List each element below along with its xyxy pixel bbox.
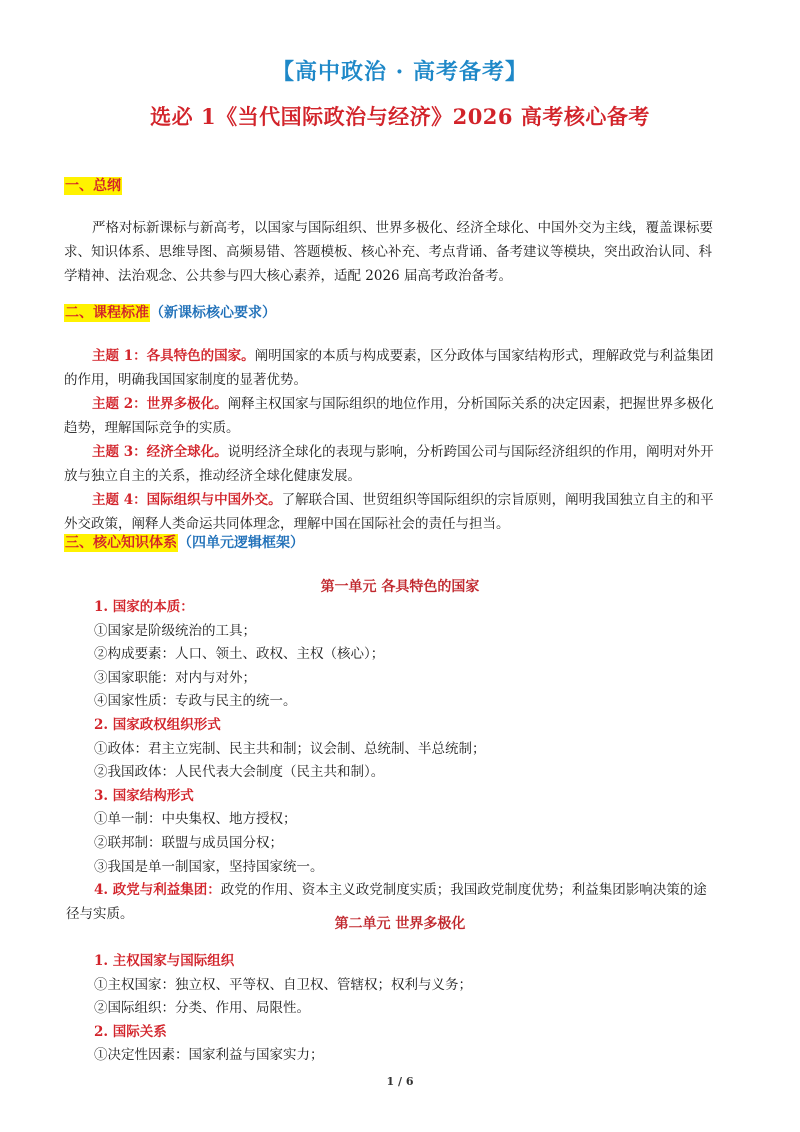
- unit-list-item: ④国家性质：专政与民主的统一。: [94, 693, 297, 710]
- section-heading-general: [64, 175, 122, 195]
- body-line: 学精神、法治观念、公共参与四大核心素养，适配 2026 届高考政治备考。: [64, 268, 512, 284]
- body-line: 严格对标新课标与新高考，以国家与国际组织、世界多极化、经济全球化、中国外交为主线，覆盖课标要: [92, 220, 713, 236]
- unit-item-heading: 2. 国际关系: [94, 1023, 167, 1040]
- unit-list-item: ②联邦制：联盟与成员国分权；: [94, 834, 283, 851]
- unit-list-item: ②国际组织：分类、作用、局限性。: [94, 1000, 310, 1017]
- page-header-title: 【高中政治 · 高考备考】: [272, 59, 528, 85]
- unit-list-item: ①决定性因素：国家利益与国家实力；: [94, 1047, 324, 1064]
- unit-title: 第二单元 世界多极化: [334, 916, 466, 932]
- theme-label: 主题 4：国际组织与中国外交。: [92, 492, 282, 508]
- theme-line: 趋势，理解国际竞争的实质。: [64, 420, 240, 436]
- theme-line: 放与独立自主的关系，推动经济全球化健康发展。: [64, 468, 361, 484]
- unit-list-item: ③我国是单一制国家，坚持国家统一。: [94, 858, 324, 875]
- document-title: 选必 1《当代国际政治与经济》2026 高考核心备考: [150, 104, 650, 129]
- unit-list-item: [94, 879, 744, 903]
- unit-list-item: ①国家是阶级统治的工具；: [94, 622, 256, 639]
- theme-text: 阐明国家的本质与构成要素，区分政体与国家结构形式，理解政党与利益集团: [254, 348, 714, 364]
- theme-line: [64, 344, 740, 368]
- unit-item-heading: 4. 政党与利益集团：: [94, 882, 221, 899]
- section-heading-standards: [64, 302, 276, 322]
- theme-label: 主题 3：经济全球化。: [92, 444, 228, 460]
- section-heading-label: 一、总纲: [65, 178, 121, 194]
- unit-item-heading: 2. 国家政权组织形式: [94, 716, 221, 733]
- unit-title: 第一单元 各具特色的国家: [320, 579, 480, 595]
- unit1-content: [66, 596, 744, 926]
- unit-item-text: 政党的作用、资本主义政党制度实质；我国政党制度优势；利益集团影响决策的途: [220, 882, 707, 899]
- theme-line: 外交政策，阐释人类命运共同体理念，理解中国在国际社会的责任与担当。: [64, 516, 510, 532]
- theme-line: [64, 440, 740, 464]
- section-heading-label: 三、核心知识体系: [65, 535, 177, 551]
- section-standards-body: [64, 344, 740, 536]
- section-heading-note: （新课标核心要求）: [150, 305, 276, 321]
- theme-text: 说明经济全球化的表现与影响，分析跨国公司与国际经济组织的作用，阐明对外开: [227, 444, 714, 460]
- unit-list-item: ③国家职能：对内与对外；: [94, 669, 256, 686]
- section-heading-note: （四单元逻辑框架）: [178, 535, 304, 551]
- section-heading-knowledge: [64, 532, 304, 552]
- theme-text: 了解联合国、世贸组织等国际组织的宗旨原则，阐明我国独立自主的和平: [281, 492, 714, 508]
- theme-label: 主题 2：世界多极化。: [92, 396, 228, 412]
- unit2-content: [94, 950, 744, 1068]
- theme-text: 阐释主权国家与国际组织的地位作用，分析国际关系的决定因素，把握世界多极化: [227, 396, 714, 412]
- unit-list-item: ①主权国家：独立权、平等权、自卫权、管辖权；权利与义务；: [94, 976, 472, 993]
- page-number: 1 / 6: [386, 1075, 414, 1088]
- theme-line: 的作用，明确我国国家制度的显著优势。: [64, 372, 307, 388]
- unit-list-item: ②构成要素：人口、领土、政权、主权（核心）；: [94, 646, 385, 663]
- section-general-body: [64, 216, 740, 288]
- body-line: 求、知识体系、思维导图、高频易错、答题模板、核心补充、考点背诵、备考建议等模块，突出政治认同、科: [64, 244, 712, 260]
- unit-list-item: ①政体：君主立宪制、民主共和制；议会制、总统制、半总统制；: [94, 740, 486, 757]
- unit-list-item: ①单一制：中央集权、地方授权；: [94, 811, 297, 828]
- section-heading-label: 二、课程标准: [65, 305, 149, 321]
- unit-item-heading: 1. 国家的本质：: [94, 599, 194, 615]
- unit-list-item: ②我国政体：人民代表大会制度（民主共和制）。: [94, 764, 385, 781]
- theme-line: [64, 392, 740, 416]
- theme-label: 主题 1：各具特色的国家。: [92, 348, 255, 364]
- unit-list-item: 径与实质。: [66, 905, 134, 922]
- unit-item-heading: 3. 国家结构形式: [94, 787, 194, 804]
- theme-line: [64, 488, 740, 512]
- unit-item-heading: 1. 主权国家与国际组织: [94, 953, 235, 969]
